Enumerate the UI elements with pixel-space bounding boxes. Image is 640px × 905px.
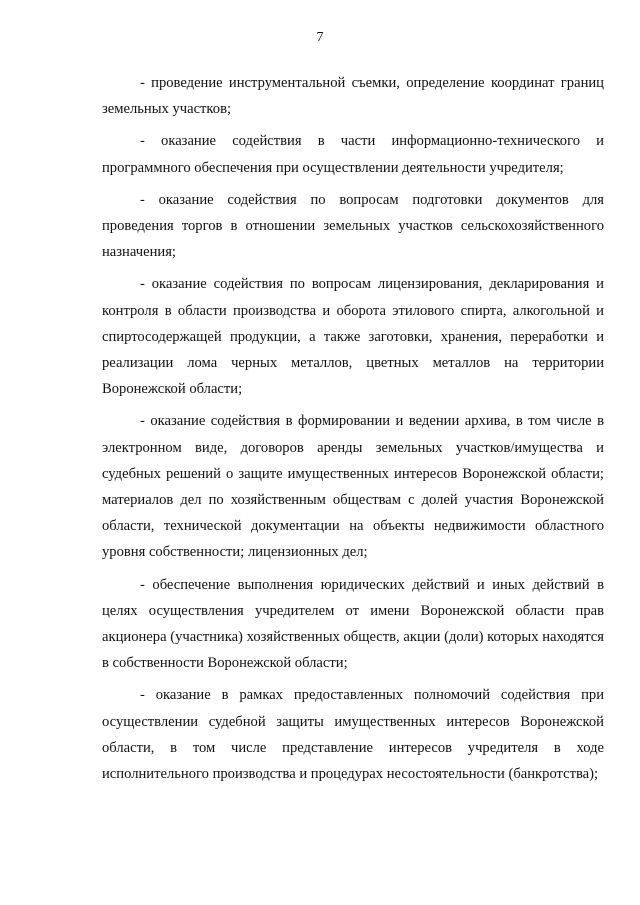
paragraph-judicial-protection: - оказание в рамках предоставленных полномочий содействия при осуществлении судебной защиты имущественных интересов Воронежской области, в том числе представление интересов учредителя в ходе исполнительного производства и процедурах несостоятельности (банкротства); [102,687,604,783]
paragraph-licensing: - оказание содействия по вопросам лицензирования, декларирования и контроля в области производства и оборота этилового спирта, алкогольной и спиртосодержащей продукции, а также заготовки, хранения, переработки и реализации лома черных металлов, цветных металлов на территории Воронежской области; [102,276,604,398]
paragraph-auction-documents: - оказание содействия по вопросам подготовки документов для проведения торгов в отношении земельных участков сельскохозяйственного назначения; [102,191,604,261]
paragraph-it-support: - оказание содействия в части информационно-технического и программного обеспечения при осуществлении деятельности учредителя; [102,133,604,176]
paragraph-archive: - оказание содействия в формировании и ведении архива, в том числе в электронном виде, договоров аренды земельных участков/имущества и судебных решений о защите имущественных интересов Воронежской области; материалов дел по хозяйственным обществам с долей участия Воронежской области, технической документации на объекты недвижимости областного уровня собственности; лицензионных дел; [102,413,604,561]
paragraph-shareholder-rights: - обеспечение выполнения юридических действий и иных действий в целях осуществления учредителем от имени Воронежской области прав акционера (участника) хозяйственных обществ, акции (доли) которых находятся в собственности Воронежской области; [102,576,604,672]
page-number: 7 [316,30,324,45]
paragraph-survey: - проведение инструментальной съемки, определение координат границ земельных участков; [102,75,604,118]
document-body [102,70,604,793]
